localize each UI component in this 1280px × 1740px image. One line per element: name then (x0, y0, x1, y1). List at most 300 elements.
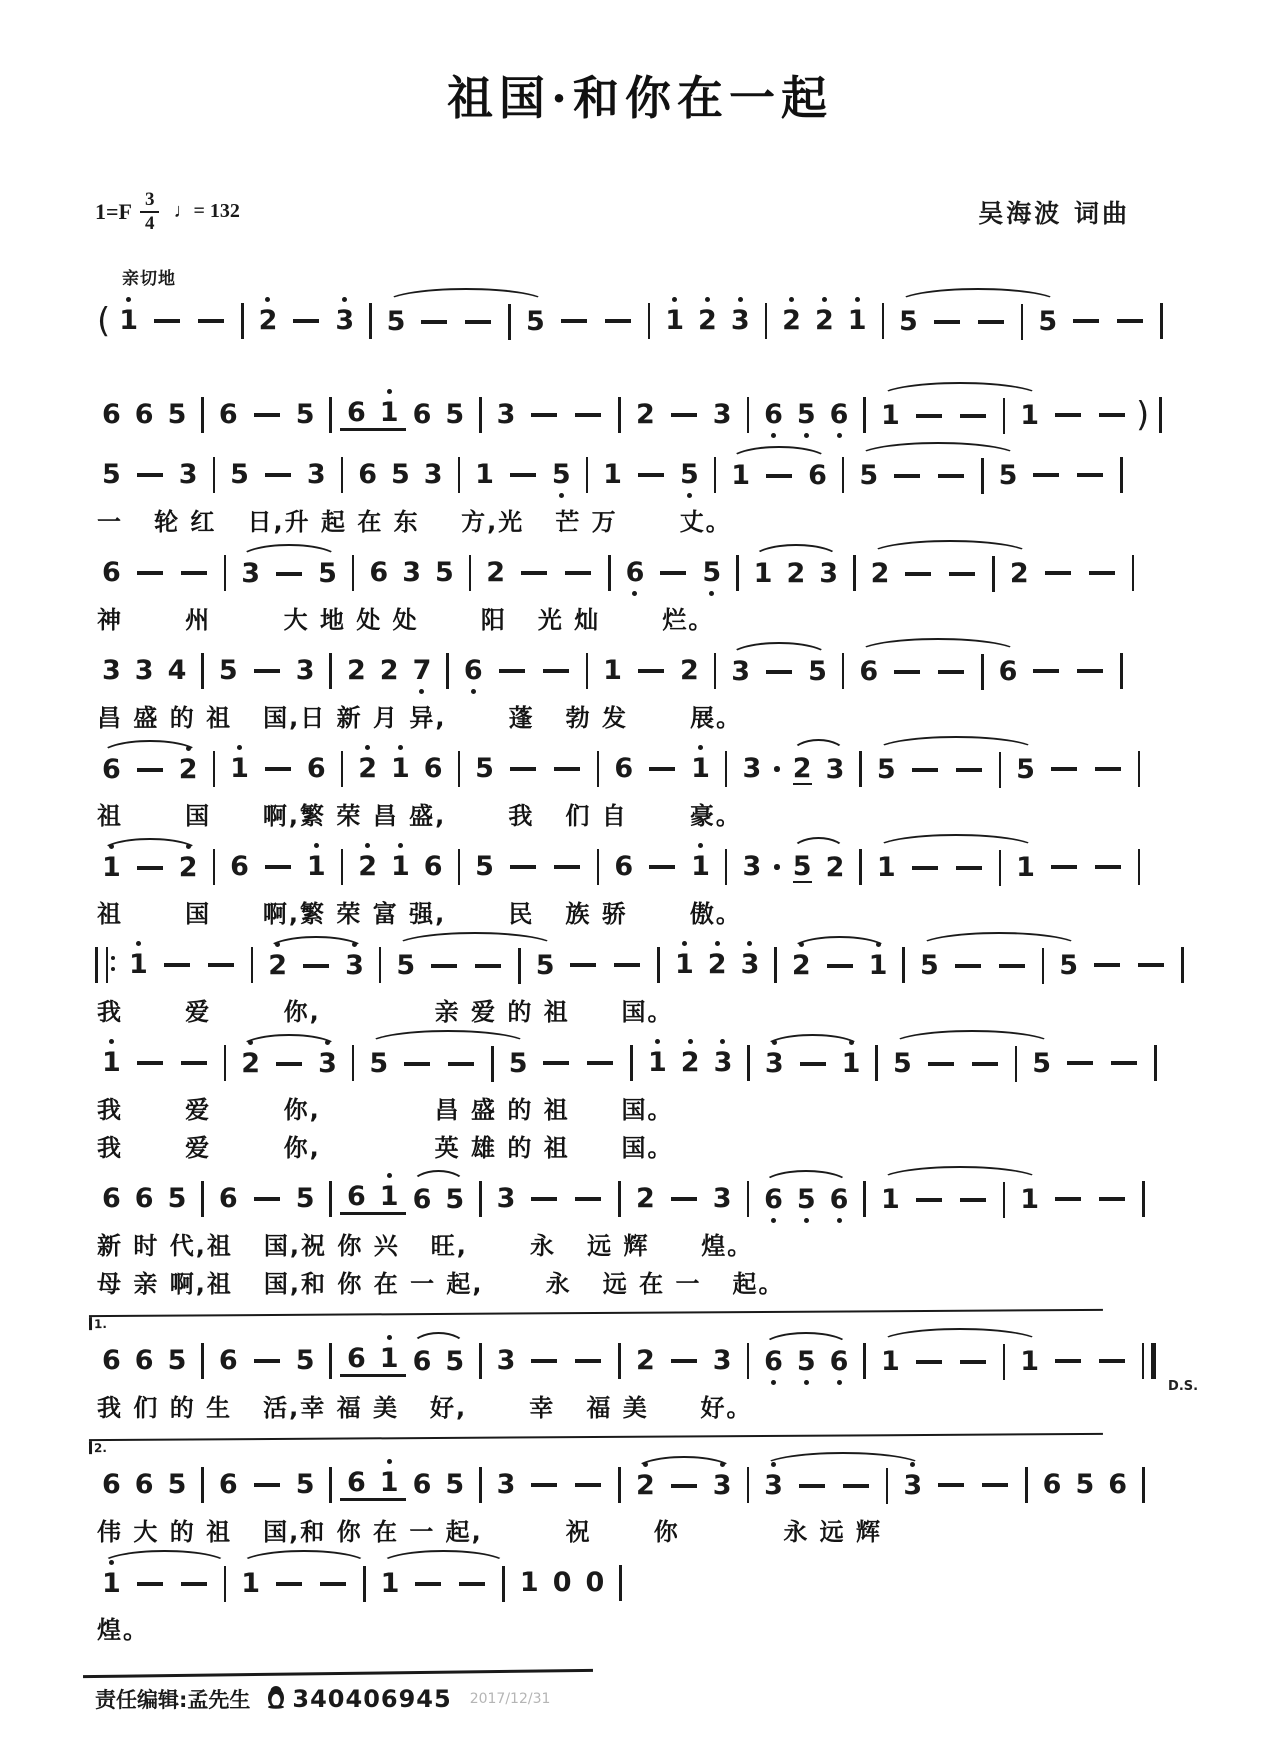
music-line (95, 1462, 1128, 1508)
note: 5 (386, 306, 406, 338)
dash (510, 473, 536, 477)
note: 1 (603, 655, 622, 687)
dash (276, 1062, 302, 1066)
note: 6 (102, 399, 121, 431)
note-group (406, 397, 874, 433)
dash (254, 1483, 280, 1487)
note: 1 (1020, 1184, 1040, 1216)
note: 5 (796, 1184, 816, 1216)
note: 2 (814, 305, 834, 337)
dash (1055, 413, 1081, 417)
note: 5 (1038, 306, 1058, 338)
slur-group (724, 656, 834, 688)
note: 5 (445, 1184, 465, 1216)
dash (916, 1198, 942, 1202)
slur-group (758, 1048, 868, 1080)
note-group (1042, 751, 1149, 787)
dash (1138, 963, 1164, 967)
dash (912, 768, 938, 772)
barline (458, 457, 461, 493)
note-group (1046, 1343, 1164, 1379)
dash (543, 669, 569, 673)
barline (618, 1343, 621, 1379)
note: 5 (390, 459, 410, 491)
dash (510, 865, 536, 869)
note: 3 (712, 1345, 732, 1377)
note-group (95, 457, 724, 493)
barline (224, 555, 227, 591)
note: 2 (635, 399, 655, 431)
note-group (344, 555, 747, 591)
barline (863, 1343, 866, 1379)
slur-group (234, 1564, 373, 1602)
note: 3 (825, 754, 845, 786)
barline (1003, 1344, 1006, 1380)
barline (352, 1045, 355, 1081)
note: 6 (306, 753, 326, 785)
slur-group (864, 554, 1036, 592)
barline (747, 1467, 750, 1503)
note: 6 (859, 656, 879, 688)
slur-group (261, 950, 371, 982)
dash (154, 319, 180, 323)
note: 5 (102, 459, 121, 491)
barline (1138, 849, 1141, 885)
barline (1025, 1467, 1028, 1503)
final-barline (1142, 1343, 1156, 1379)
note: 3 (306, 459, 326, 491)
note: 1 (880, 400, 900, 432)
slur-group (406, 1184, 472, 1216)
dash (938, 670, 964, 674)
note: 5 (919, 950, 939, 982)
slur-group (757, 1346, 855, 1378)
note-group (851, 751, 870, 787)
dash (587, 1061, 613, 1065)
barline (586, 653, 589, 689)
lyrics-row: 母 亲 啊,祖 国,和 你 在 一 起, 永 远 在 一 起。 (97, 1269, 785, 1298)
note: 6 (218, 1345, 238, 1377)
note: 1 (102, 1047, 121, 1079)
beam-group (340, 1180, 406, 1215)
volta-bracket (89, 1433, 1103, 1457)
expression-marking: 亲切地 (122, 268, 176, 289)
barline (341, 457, 344, 493)
dash (1089, 571, 1115, 575)
note-group (95, 947, 261, 983)
note-group (95, 1467, 340, 1503)
note: 1 (230, 753, 249, 785)
note-group (95, 1343, 340, 1379)
note-group (205, 751, 786, 787)
note: 5 (445, 1346, 465, 1378)
music-line (95, 1560, 1125, 1606)
note-group (95, 555, 234, 591)
note-group (471, 1181, 757, 1217)
dash (531, 1197, 557, 1201)
lyrics-row: 祖 国 啊,繁 荣 富 强, 民 族 骄 傲。 (97, 899, 742, 928)
note: 1 (102, 1568, 121, 1600)
note: 3 (241, 558, 261, 590)
note: 3 (731, 656, 751, 688)
note: 2 (698, 305, 717, 337)
lyrics-row: 我 们 的 生 活,幸 福 美 好, 幸 福 美 好。 (97, 1393, 753, 1422)
note: 3 (134, 655, 154, 687)
slur-group (874, 396, 1046, 434)
barline (213, 849, 216, 885)
footer-date: 2017/12/31 (469, 1691, 551, 1707)
barline (618, 397, 621, 433)
barline (608, 555, 611, 591)
barline (1120, 653, 1123, 689)
dash (1067, 1061, 1093, 1065)
barline (725, 849, 728, 885)
barline (479, 1181, 482, 1217)
dash (978, 320, 1004, 324)
dash (649, 865, 675, 869)
dash (1051, 767, 1077, 771)
note-group (739, 1467, 758, 1503)
note: 1 (379, 1466, 399, 1498)
note: 6 (346, 396, 366, 428)
ds-marking: D.S. (1168, 1378, 1199, 1394)
footer-line (95, 1684, 695, 1714)
dash (1051, 865, 1077, 869)
note: 2 (707, 949, 727, 981)
dash (934, 320, 960, 324)
barline (251, 947, 254, 983)
note: 1 (475, 459, 494, 491)
barline (1142, 1467, 1145, 1503)
slur-group (95, 754, 205, 786)
note: 6 (764, 399, 783, 431)
song-title: 祖国·和你在一起 (446, 71, 833, 125)
beam-group (340, 1342, 406, 1377)
note: 2 (870, 558, 890, 590)
note: 1 (1020, 1346, 1040, 1378)
dash (431, 964, 457, 968)
dash (465, 320, 491, 324)
note: 1 (1020, 400, 1040, 432)
note: 6 (102, 1345, 121, 1377)
barline (224, 1045, 227, 1081)
barline (999, 752, 1002, 788)
barline (329, 1343, 332, 1379)
note: 2 (346, 655, 366, 687)
dash (254, 413, 280, 417)
barline (981, 654, 984, 690)
slur-group (852, 456, 1024, 494)
dash (916, 1360, 942, 1364)
barline (458, 751, 461, 787)
lyrics-row: 伟 大 的 祖 国,和 你 在 一 起, 祝 你 永 远 辉 (97, 1517, 883, 1546)
note-group (95, 300, 380, 341)
qq-number: 340406945 (292, 1685, 452, 1713)
note: 6 (412, 1469, 432, 1501)
barline (714, 653, 717, 689)
dash (499, 669, 525, 673)
barline (241, 303, 244, 339)
dash (1055, 1197, 1081, 1201)
dash (575, 1359, 601, 1363)
barline (597, 751, 600, 787)
barline (508, 304, 511, 340)
note: 3 (819, 558, 839, 590)
note: 2 (178, 754, 198, 786)
note: 6 (1042, 1469, 1062, 1501)
slur-group (786, 851, 852, 883)
barline (224, 1566, 227, 1602)
beam-group (340, 1466, 406, 1501)
barline (725, 751, 728, 787)
barline (201, 1343, 204, 1379)
music-line (95, 942, 1125, 988)
dash (894, 670, 920, 674)
dash (894, 474, 920, 478)
note: 1 (390, 851, 410, 883)
note: 3 (742, 851, 762, 883)
dash (181, 571, 207, 575)
music-line (95, 1040, 1125, 1086)
note: 6 (346, 1180, 366, 1212)
note: 1 (241, 1568, 261, 1600)
barline (329, 1467, 332, 1503)
slur-group (95, 1564, 234, 1602)
note: 3 (903, 1470, 923, 1502)
dash (404, 1062, 430, 1066)
note: 5 (899, 306, 918, 338)
note: 5 (295, 1183, 315, 1215)
note-group (1046, 1181, 1153, 1217)
note: 5 (679, 459, 699, 491)
composer-credit: 吴海波 词曲 (978, 198, 1130, 228)
dash (949, 572, 975, 576)
note: 5 (551, 459, 571, 491)
music-line (95, 648, 1125, 694)
note: 5 (445, 1469, 465, 1501)
note: 1 (390, 753, 410, 785)
dash (137, 571, 163, 575)
note-group (471, 1343, 757, 1379)
slur-group (913, 946, 1085, 984)
barline (981, 458, 984, 494)
note-group (1024, 653, 1131, 689)
slur-group (870, 848, 1042, 886)
dash (649, 767, 675, 771)
dash (320, 1582, 346, 1586)
dash (671, 1197, 697, 1201)
note: 3 (712, 1470, 732, 1502)
note: 5 (525, 306, 545, 338)
dash (671, 1359, 697, 1363)
repeat-begin (95, 947, 108, 983)
dash (137, 1582, 163, 1586)
note-group (1058, 1045, 1165, 1081)
barline (201, 1181, 204, 1217)
note: 1 (379, 1180, 399, 1212)
note: 5 (892, 1048, 912, 1080)
barline (1003, 398, 1006, 434)
note: 3 (742, 753, 762, 785)
note: 6 (829, 1346, 849, 1378)
dash (448, 1062, 474, 1066)
barline (1160, 303, 1163, 339)
note: 1 (753, 558, 773, 590)
beam-group (340, 396, 406, 431)
dash (181, 1061, 207, 1065)
barline (863, 397, 866, 433)
volta-label: 2. (93, 1440, 107, 1455)
dash (254, 1359, 280, 1363)
barline (1015, 1046, 1018, 1082)
barline (1159, 397, 1162, 433)
music-line (95, 392, 1150, 438)
note: 5 (1059, 950, 1079, 982)
dash (415, 1582, 441, 1586)
dash (276, 572, 302, 576)
dash (265, 865, 291, 869)
note: 2 (792, 752, 812, 784)
barline (363, 1566, 366, 1602)
barline (329, 397, 332, 433)
note: 3 (764, 1470, 783, 1502)
dash (1111, 1061, 1137, 1065)
music-line (95, 550, 1125, 596)
note: 5 (167, 1345, 187, 1377)
note: 6 (1108, 1469, 1128, 1501)
note: 3 (496, 1345, 516, 1377)
dash (561, 319, 587, 323)
note: 2 (486, 557, 506, 589)
barline (902, 947, 905, 983)
barline (213, 751, 216, 787)
note: 3 (423, 459, 443, 491)
note: 1 (603, 459, 622, 491)
barline (714, 457, 717, 493)
dash (254, 669, 280, 673)
barline (992, 556, 995, 592)
barline (1003, 1182, 1006, 1218)
lyrics-row: 一 轮 红 日,升 起 在 东 方,光 芒 万 丈。 (97, 507, 732, 536)
close-paren: ) (1136, 394, 1150, 435)
note: 6 (346, 1466, 366, 1498)
note: 6 (346, 1342, 366, 1374)
dash (531, 1483, 557, 1487)
note: 5 (295, 1345, 315, 1377)
barline (863, 1181, 866, 1217)
dash (208, 963, 234, 967)
note: 3 (295, 655, 315, 687)
slur-group (757, 1466, 929, 1504)
barline (379, 947, 382, 983)
dash (570, 963, 596, 967)
dash (955, 964, 981, 968)
dash (181, 1582, 207, 1586)
note: 5 (1075, 1469, 1095, 1501)
note: 2 (825, 852, 845, 884)
dash (671, 1484, 697, 1488)
dash (421, 320, 447, 324)
note: 3 (496, 399, 516, 431)
dash (543, 1061, 569, 1065)
note: 1 (674, 949, 694, 981)
note: 3 (730, 305, 750, 337)
note: 6 (808, 460, 827, 492)
note: 2 (358, 753, 377, 785)
note-group (1042, 849, 1149, 885)
barline (458, 849, 461, 885)
note-group (834, 653, 853, 689)
slur-group (234, 558, 344, 590)
slur-group (380, 302, 552, 340)
note: 5 (475, 851, 494, 883)
note: 6 (764, 1184, 783, 1216)
note: 5 (792, 850, 812, 882)
slur-group (892, 302, 1064, 340)
note-group (851, 849, 870, 885)
note: 3 (178, 459, 198, 491)
note: 1 (379, 1342, 399, 1374)
note: 1 (691, 753, 710, 785)
barline (1132, 555, 1135, 591)
dash (198, 319, 224, 323)
barline (597, 849, 600, 885)
barline (747, 1045, 750, 1081)
note: 6 (230, 851, 249, 883)
dash (999, 964, 1025, 968)
dash (276, 1582, 302, 1586)
note: 5 (318, 558, 337, 590)
dash (960, 1198, 986, 1202)
note: 5 (167, 1469, 187, 1501)
time-signature-top: 3 (140, 190, 160, 213)
note: 6 (102, 557, 121, 589)
note-group (513, 1565, 630, 1601)
music-line (95, 746, 1125, 792)
lyrics-row: 神 州 大 地 处 处 阳 光 灿 烂。 (97, 605, 715, 634)
qq-penguin-icon (266, 1685, 286, 1714)
note-group (95, 1181, 340, 1217)
time-signature-bottom: 4 (144, 212, 155, 234)
note: 5 (295, 399, 315, 431)
note: 6 (412, 1184, 432, 1216)
barline (765, 303, 768, 339)
lyrics-row: 祖 国 啊,繁 荣 昌 盛, 我 们 自 豪。 (97, 801, 742, 830)
music-line (95, 298, 1125, 344)
note: 5 (230, 459, 249, 491)
slur-group (362, 1044, 534, 1082)
note: 6 (614, 851, 634, 883)
note: 3 (335, 305, 355, 337)
note: 2 (791, 950, 811, 982)
barline (479, 397, 482, 433)
dash (137, 473, 163, 477)
note: 1 (880, 1184, 900, 1216)
note-group (867, 1045, 886, 1081)
barline (329, 653, 332, 689)
dash (638, 669, 664, 673)
note: 6 (998, 656, 1018, 688)
music-line (95, 1338, 1199, 1394)
barline (502, 1566, 505, 1602)
note: 3 (496, 1183, 516, 1215)
dash (1073, 319, 1099, 323)
dash (938, 1483, 964, 1487)
note: 5 (859, 460, 879, 492)
dash (531, 1359, 557, 1363)
note: 5 (1016, 754, 1035, 786)
note-group (561, 947, 784, 983)
